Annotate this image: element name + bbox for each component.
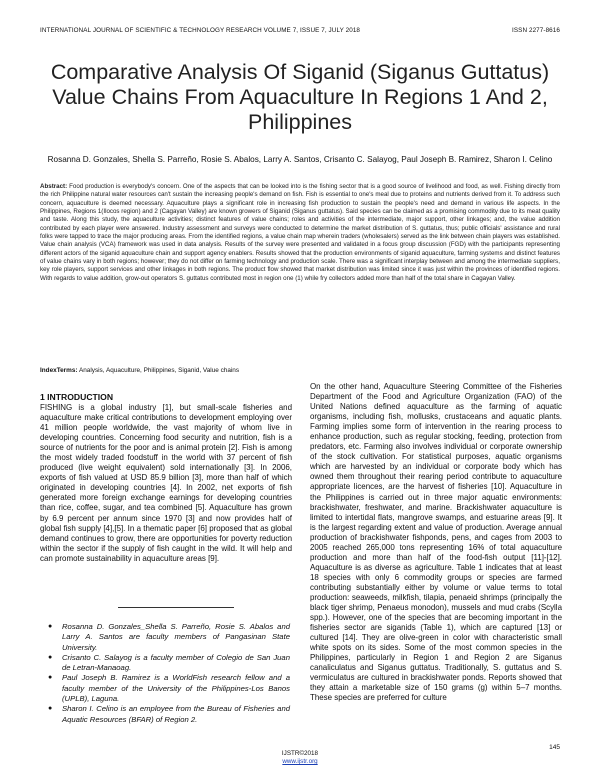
copyright: IJSTR©2018: [281, 750, 319, 757]
page-number: 145: [549, 744, 560, 751]
page-footer: [0, 750, 600, 766]
footnote-text: Crisanto C. Salayog is a faculty member of Colegio de San Juan de Letran-Manaoag.: [62, 652, 290, 673]
left-column: [40, 392, 292, 564]
footnote-divider: [118, 607, 234, 608]
intro-paragraph-right: On the other hand, Aquaculture Steering Committee of the Fisheries Department of the Food and Agriculture Organization (FAO) of the United Nations defined aquaculture as the farming of aquatic organisms, including fish, mollusks, crustaceans and aquatic plants. Farming implies some form of intervention in the rearing process to enhance production, such as regular stocking, feeding, protection from predators, etc. Farming also involves individual or corporate ownership of the stock cultivation. For statistical purposes, aquatic organisms which are harvested by an individual or corporate body which has owned them throughout their rearing period contribute to aquaculture appropriate licences, are the harvest of fisheries [10]. Aquaculture in the Philippines is carried out in three major aquatic environments: brackishwater, freshwater, and marine. Brackishwater aquaculture is limited to intertidal flats, mangrove swamps, and estuarine areas [9]. It is the largest regarding extent and value of production. Average annual production of brackishwater fishponds, pens, and cages from 2003 to 2005 reached 265,000 tons representing 16% of total aquaculture production and more than half of the food-fish output [11]-[12]. Aquaculture is as diverse as agriculture. Table 1 indicates that at least 18 species with only 6 commodity groups or species are farmed contributing substantially either by volume or value terms to total production: seaweeds, milkfish, tilapia, penaeid shrimps (principally the black tiger shrimp, Penaeus monodon), mussels and mud crabs (Scylla spp.). However, one of the species that are becoming important in the fisheries sector are siganids (Table 1), which are captured [13] or cultured [14]. They are olive-green in color with characteristic small white spots on its sides. Some of the most common species in the Philippines, particularly in Region 1 and Region 2 are Siganus canaliculatus and Siganus guttatus. Traditionally, S. guttatus and S. vermiculatus are cultured in brackishwater ponds. Reports showed that they attain a marketable size of 150 grams (g) within 5–7 months. These species are preferred for culture: [310, 382, 562, 703]
bullet-icon: ●: [48, 674, 53, 682]
right-column: [310, 382, 562, 704]
running-header: [40, 27, 560, 34]
footnote-item: [48, 673, 290, 704]
bullet-icon: ●: [48, 705, 53, 713]
journal-link[interactable]: www.ijstr.org: [282, 758, 318, 765]
index-terms-label: IndexTerms:: [40, 367, 78, 374]
footnote-text: Sharon I. Celino is an employee from the Bureau of Fisheries and Aquatic Resources (BFAR) of Region 2.: [62, 704, 290, 724]
journal-name: INTERNATIONAL JOURNAL OF SCIENTIFIC & TECHNOLOGY RESEARCH VOLUME 7, ISSUE 7, JULY 2018: [40, 27, 361, 34]
footnote-item: [48, 622, 290, 653]
author-footnotes: [48, 622, 290, 725]
intro-paragraph-left: FISHING is a global industry [1], but small-scale fisheries and aquaculture make critical contributions to development employing over 41 million people worldwide, the vast majority of whom live in developing countries. Concerning food security and nutrition, fish is a source of nutrients for the poor and is animal protein [2]. Fish is among the most widely traded foodstuff in the world with 37 percent of fish produced (live weight equivalent) sold internationally [3]. In 2006, exports of fish valued at USD 85.9 billion [3], more than half of which originated in developing countries [4]. In 2002, net exports of fish generated more foreign exchange earnings for developing countries than rice, coffee, sugar, and tea combined [5]. Aquaculture has grown by 6.9 percent per annum since 1970 [3] and now provides half of global fish supply [4],[5]. In a thematic paper [6] proposed that as global demand continues to grow, there are opportunities for poverty reduction within the sector if the supply of fish caught in the wild. It will help and can promote sustainability in aquaculture areas [9].: [40, 403, 292, 563]
index-terms-text: Analysis, Aquaculture, Philippines, Siganid, Value chains: [77, 367, 240, 374]
section-heading: 1 INTRODUCTION: [40, 392, 114, 402]
abstract: [40, 183, 560, 283]
paper-title: Comparative Analysis Of Siganid (Siganus Guttatus) Value Chains From Aquaculture In Regions 1 And 2, Philippines: [50, 60, 550, 134]
issn: ISSN 2277-8616: [512, 27, 560, 34]
bullet-icon: ●: [48, 653, 53, 661]
footnote-item: [48, 704, 290, 725]
footnote-text: Paul Joseph B. Ramirez is a WorldFish research fellow and a faculty member of the University of the Philippines-Los Banos (UPLB), Laguna.: [62, 673, 290, 704]
footnote-text: Rosanna D. Gonzales_Shella S. Parreño, Rosie S. Abalos and Larry A. Santos are faculty members of Pangasinan State University.: [62, 622, 290, 652]
abstract-text: Food production is everybody's concern. One of the aspects that can be looked into is the fishing sector that is a good source of livelihood and food, as well. Fishing directly from the rich Philippine natural water resources can't sustain the increasing people's demand on fish. Fish is essential to one's meal due to proteins and nutrients derived from it. To address such concern, aquaculture is deemed necessary. Aquaculture plays a significant role in increasing fish production to sustain the people's need and demand in various life aspects. In the Philippines, Regions 1(Ilocos region) and 2 (Cagayan Valley) are known growers of Siganid (Siganus guttatus). Said species can be claimed as a promising commodity due to its meat quality and taste. Along this study, the aquaculture activities; distinct features of value chains; roles and activities of the intermediate, major support, other linkages; and, the value addition contributed by each player were answered. Industry assessment and surveys were conducted to determine the market distribution of S. guttatus, thus; public officials' assistance and rural folks were tapped to trace the major producing areas. From the identified regions, a value chain map wherein traders (wholesalers) served as the link between chain players was established. Value chain analysis (VCA) framework was used in data analysis. Results of the survey were presented and validated in a focus group discussion (FGD) with the participants representing different actors of the siganid aquaculture chain and support agency enablers. Results showed that the production environments of siganid aquaculture, farming systems and distinct features of value chains vary in both regions; however; they do not differ on farming technology and production scale. There was a significant interplay between and among the intermediate suppliers, key role players, support services and other linkages in both regions. The product flow showed that market distribution was limited since it was just within the provinces of identified regions. With regards to value addition, grow-out operators S. guttatus contributed most in region one (1) while fry collectors added more than half of the total share in Cagayan Valley.: [40, 183, 560, 282]
index-terms: [40, 366, 560, 375]
author-list: Rosanna D. Gonzales, Shella S. Parreño, Rosie S. Abalos, Larry A. Santos, Crisanto C. Salayog, Paul Joseph B. Ramirez, Sharon I. Celino: [47, 155, 553, 164]
abstract-label: Abstract:: [40, 183, 68, 190]
bullet-icon: ●: [48, 623, 53, 630]
footnote-item: [48, 652, 290, 674]
